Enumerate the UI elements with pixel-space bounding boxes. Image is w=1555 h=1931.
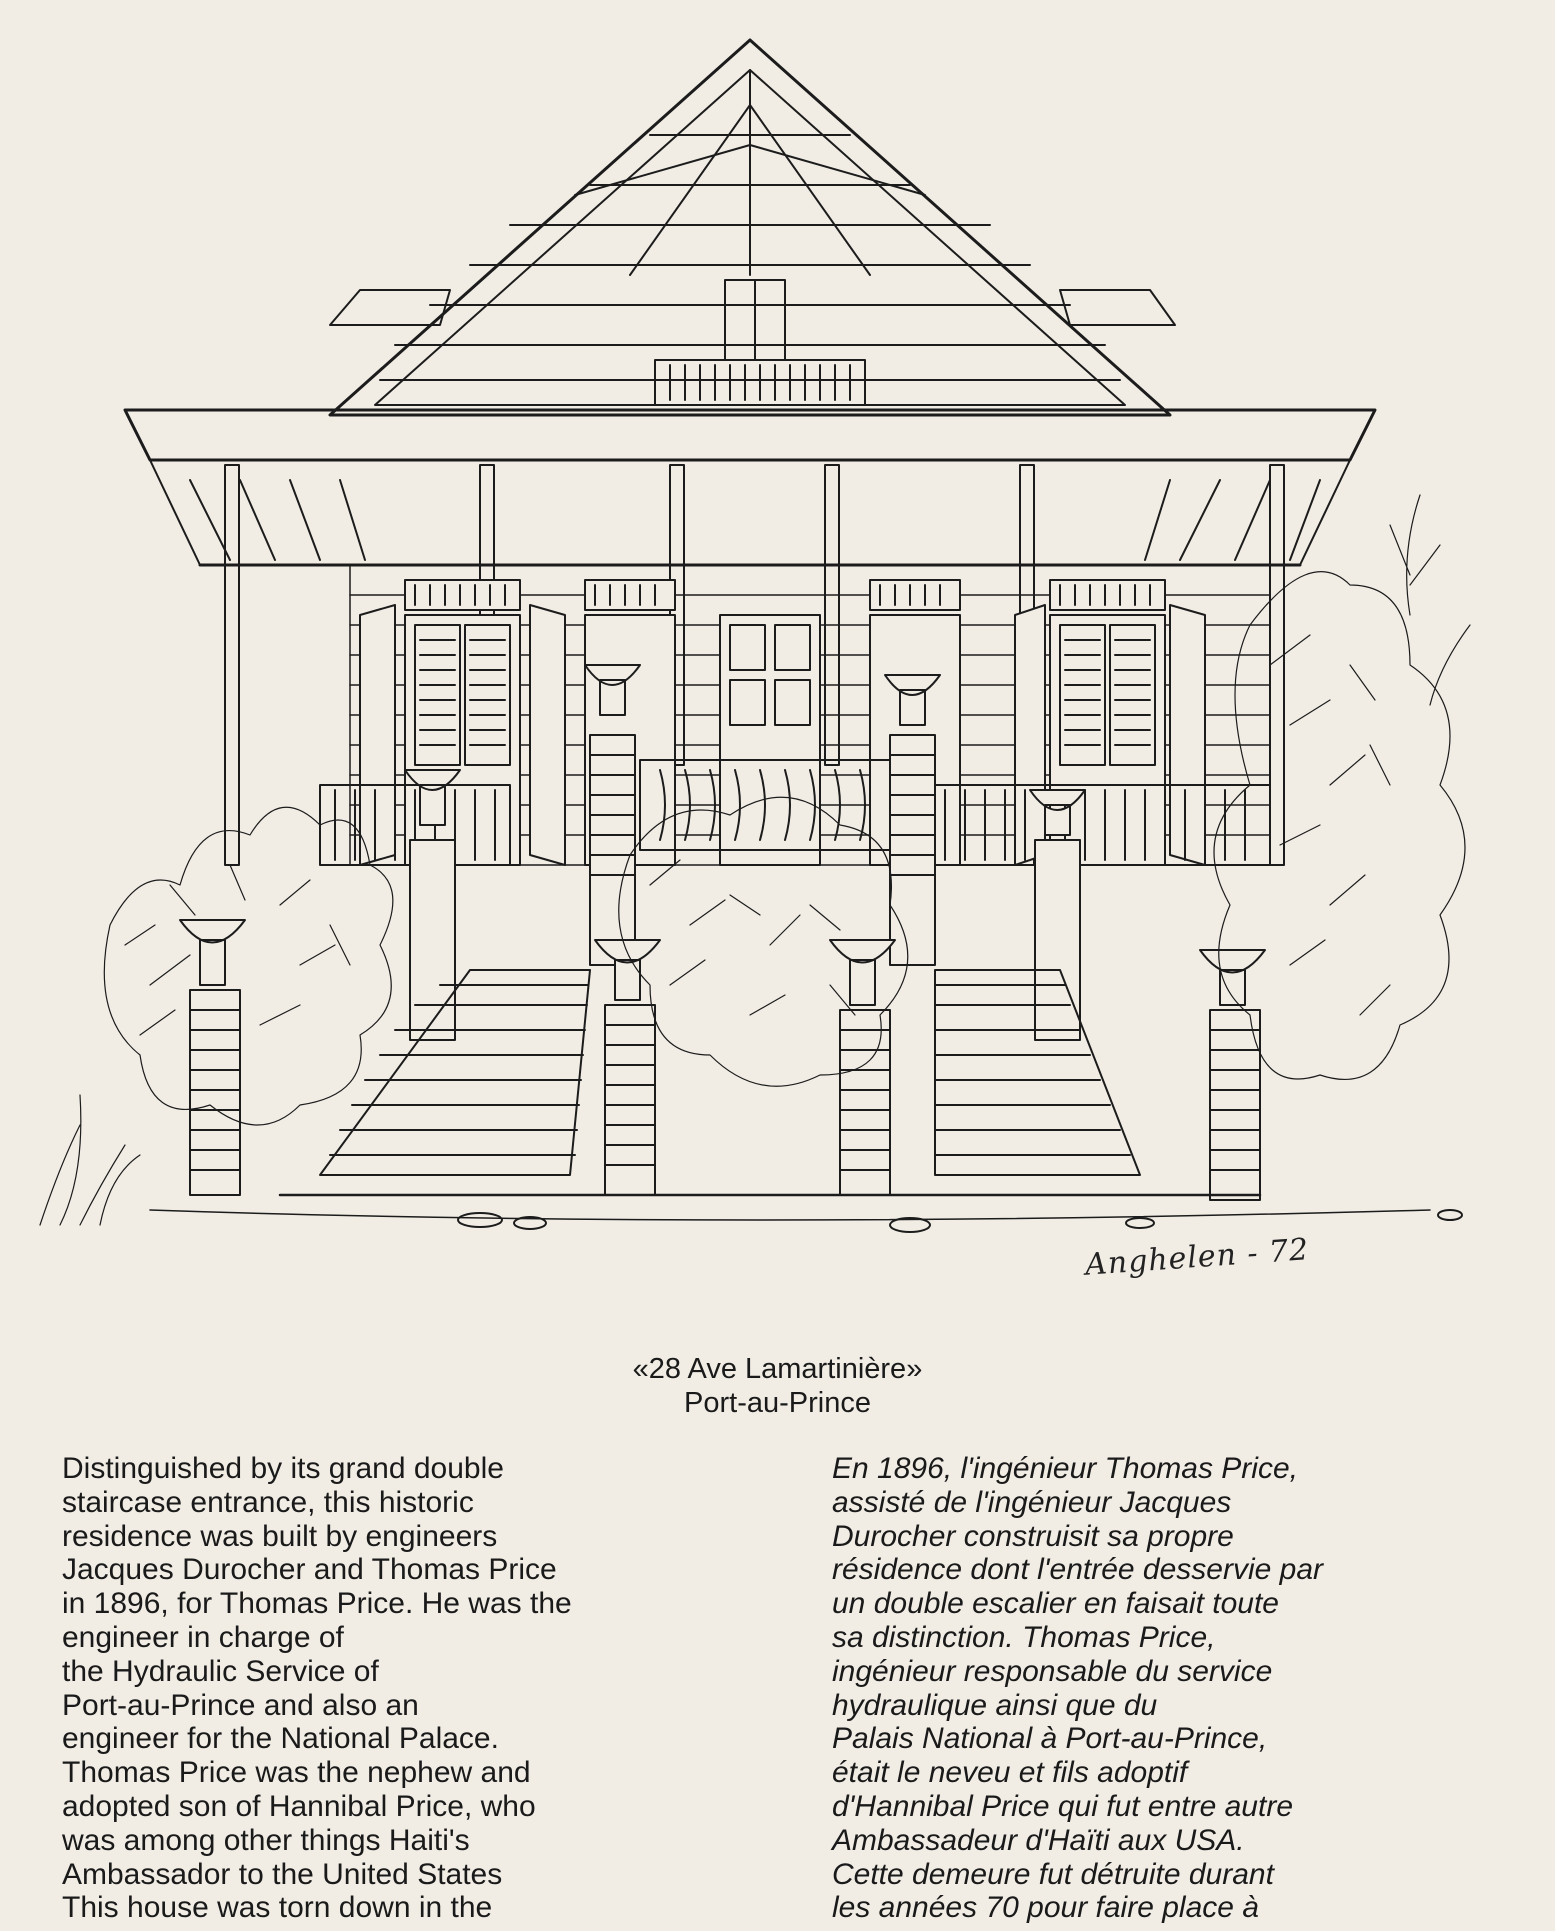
french-line: En 1896, l'ingénieur Thomas Price, <box>832 1452 1298 1485</box>
gable-roof <box>330 40 1175 415</box>
french-line: résidence dont l'entrée desservie par <box>832 1553 1324 1587</box>
english-line: engineer in charge of <box>62 1620 344 1654</box>
french-line: assisté de l'ingénieur Jacques <box>832 1485 1232 1519</box>
french-line: Ambassadeur d'Haïti aux USA. <box>832 1823 1245 1857</box>
english-line: Distinguished by its grand double <box>62 1452 504 1485</box>
house-illustration <box>30 25 1530 1330</box>
french-line: d'Hannibal Price qui fut entre autre <box>832 1789 1294 1823</box>
french-line: hydraulique ainsi que du <box>832 1688 1158 1722</box>
french-line: Cette demeure fut détruite durant <box>832 1857 1274 1891</box>
caption-title: «28 Ave Lamartinière» <box>632 1353 923 1385</box>
english-line: in 1896, for Thomas Price. He was the <box>62 1587 572 1621</box>
doors <box>360 580 1205 865</box>
caption-subtitle: Port-au-Prince <box>684 1387 871 1419</box>
english-line: residence was built by engineers <box>62 1519 498 1553</box>
french-line: un double escalier en faisait toute <box>832 1587 1279 1621</box>
english-line: This house was torn down in the <box>62 1891 493 1925</box>
english-line: Thomas Price was the nephew and <box>62 1756 531 1790</box>
english-line: engineer for the National Palace. <box>62 1722 499 1756</box>
artist-signature: Anghelen - 72 <box>1084 1232 1311 1283</box>
french-text-column <box>832 1452 1532 1925</box>
french-line: ingénieur responsable du service <box>832 1654 1273 1688</box>
ground <box>150 1210 1462 1232</box>
french-line: sa distinction. Thomas Price, <box>832 1620 1216 1654</box>
english-line: staircase entrance, this historic <box>62 1485 474 1519</box>
french-line: Durocher construisit sa propre <box>832 1519 1234 1553</box>
illustration-caption <box>0 1352 1555 1420</box>
french-line: Palais National à Port-au-Prince, <box>832 1722 1268 1756</box>
french-line: les années 70 pour faire place à <box>832 1891 1259 1925</box>
english-line: Port-au-Prince and also an <box>62 1688 419 1722</box>
english-text-column <box>62 1452 762 1925</box>
porch-roof <box>125 410 1375 565</box>
english-line: the Hydraulic Service of <box>62 1654 379 1688</box>
french-line: était le neveu et fils adoptif <box>832 1756 1188 1790</box>
english-line: adopted son of Hannibal Price, who <box>62 1789 536 1823</box>
english-line: Ambassador to the United States <box>62 1857 503 1891</box>
english-line: was among other things Haiti's <box>62 1823 470 1857</box>
english-line: Jacques Durocher and Thomas Price <box>62 1553 557 1587</box>
